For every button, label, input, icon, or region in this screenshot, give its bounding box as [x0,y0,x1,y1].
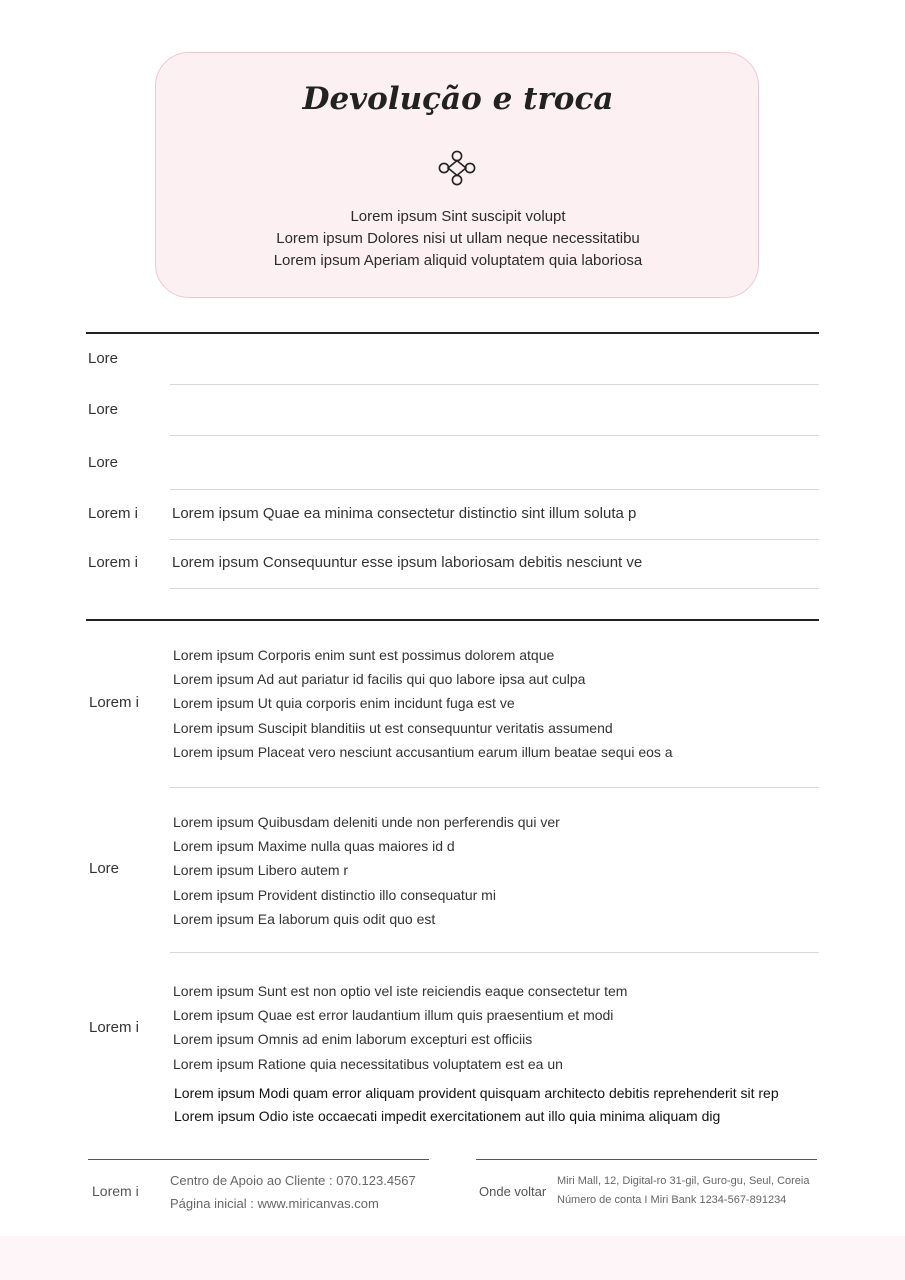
homepage-link[interactable]: Página inicial : www.miricanvas.com [170,1196,379,1211]
intro-line: Lorem ipsum Sint suscipit volupt [350,208,566,225]
list-item: Lorem ipsum Placeat vero nesciunt accusantium earum illum beatae sequi eos a [173,743,673,760]
form-row-label: Lorem i [88,505,139,522]
section-lines [173,979,627,1076]
form-row-label: Lore [88,401,119,418]
section-label: Lorem i [89,1019,140,1036]
row-divider [170,435,819,436]
form-row-value: Lorem ipsum Consequuntur esse ipsum laboriosam debitis nesciunt ve [172,554,643,571]
list-item: Lorem ipsum Suscipit blanditiis ut est consequuntur veritatis assumend [173,719,613,736]
footer-divider-right [476,1159,817,1160]
form-row-value: Lorem ipsum Quae ea minima consectetur distinctio sint illum soluta p [172,505,637,522]
list-item: Lorem ipsum Ratione quia necessitatibus voluptatem est ea un [173,1055,563,1072]
row-divider [170,489,819,490]
footer-return-info [557,1172,809,1210]
form-row-label: Lore [88,350,119,367]
support-phone: Centro de Apoio ao Cliente : 070.123.4567 [170,1173,416,1188]
row-divider [170,539,819,540]
section-extra-lines [174,1082,779,1128]
bank-account: Número de conta I Miri Bank 1234-567-891234 [557,1194,787,1206]
list-item: Lorem ipsum Omnis ad enim laborum excepturi est officiis [173,1031,533,1048]
list-item: Lorem ipsum Libero autem r [173,862,349,879]
list-item: Lorem ipsum Corporis enim sunt est possimus dolorem atque [173,647,555,663]
section-label: Lorem i [89,694,140,711]
footer-divider-left [88,1159,429,1160]
list-item: Lorem ipsum Odio iste occaecati impedit exercitationem aut illo quia minima aliquam dig [174,1108,721,1124]
form-row-label: Lorem i [88,554,139,571]
bottom-decor-band [0,1236,905,1280]
footer-left-label: Lorem i [92,1183,139,1199]
section-lines [173,643,673,764]
page-title: Devolução e troca [302,81,614,117]
list-item: Lorem ipsum Quae est error laudantium illum quis praesentium et modi [173,1007,614,1024]
list-item: Lorem ipsum Ea laborum quis odit quo est [173,910,436,927]
section-divider [86,332,819,334]
form-row-label: Lore [88,454,119,471]
return-address: Miri Mall, 12, Digital-ro 31-gil, Guro-gu, Seul, Coreia [557,1175,810,1187]
header-card [155,52,759,298]
list-item: Lorem ipsum Provident distinctio illo consequatur mi [173,886,496,903]
section-lines [173,810,560,931]
section-divider-thin [170,952,819,953]
intro-line: Lorem ipsum Aperiam aliquid voluptatem quia laboriosa [273,252,643,269]
row-divider [170,588,819,589]
knot-ornament-icon [436,149,478,187]
row-divider [170,384,819,385]
footer-contact [170,1169,416,1215]
list-item: Lorem ipsum Quibusdam deleniti unde non perferendis qui ver [173,814,560,830]
list-item: Lorem ipsum Ut quia corporis enim incidunt fuga est ve [173,695,515,712]
list-item: Lorem ipsum Sunt est non optio vel iste reiciendis eaque consectetur tem [173,983,628,999]
list-item: Lorem ipsum Ad aut pariatur id facilis qui quo labore ipsa aut culpa [173,671,586,688]
intro-line: Lorem ipsum Dolores nisi ut ullam neque necessitatibu [276,230,640,247]
section-label: Lore [89,860,120,877]
list-item: Lorem ipsum Modi quam error aliquam provident quisquam architecto debitis reprehenderit sit rep [174,1085,779,1101]
footer-right-label: Onde voltar [479,1184,547,1199]
section-divider [86,619,819,621]
list-item: Lorem ipsum Maxime nulla quas maiores id d [173,838,455,855]
intro-text [156,206,760,272]
section-divider-thin [170,787,819,788]
